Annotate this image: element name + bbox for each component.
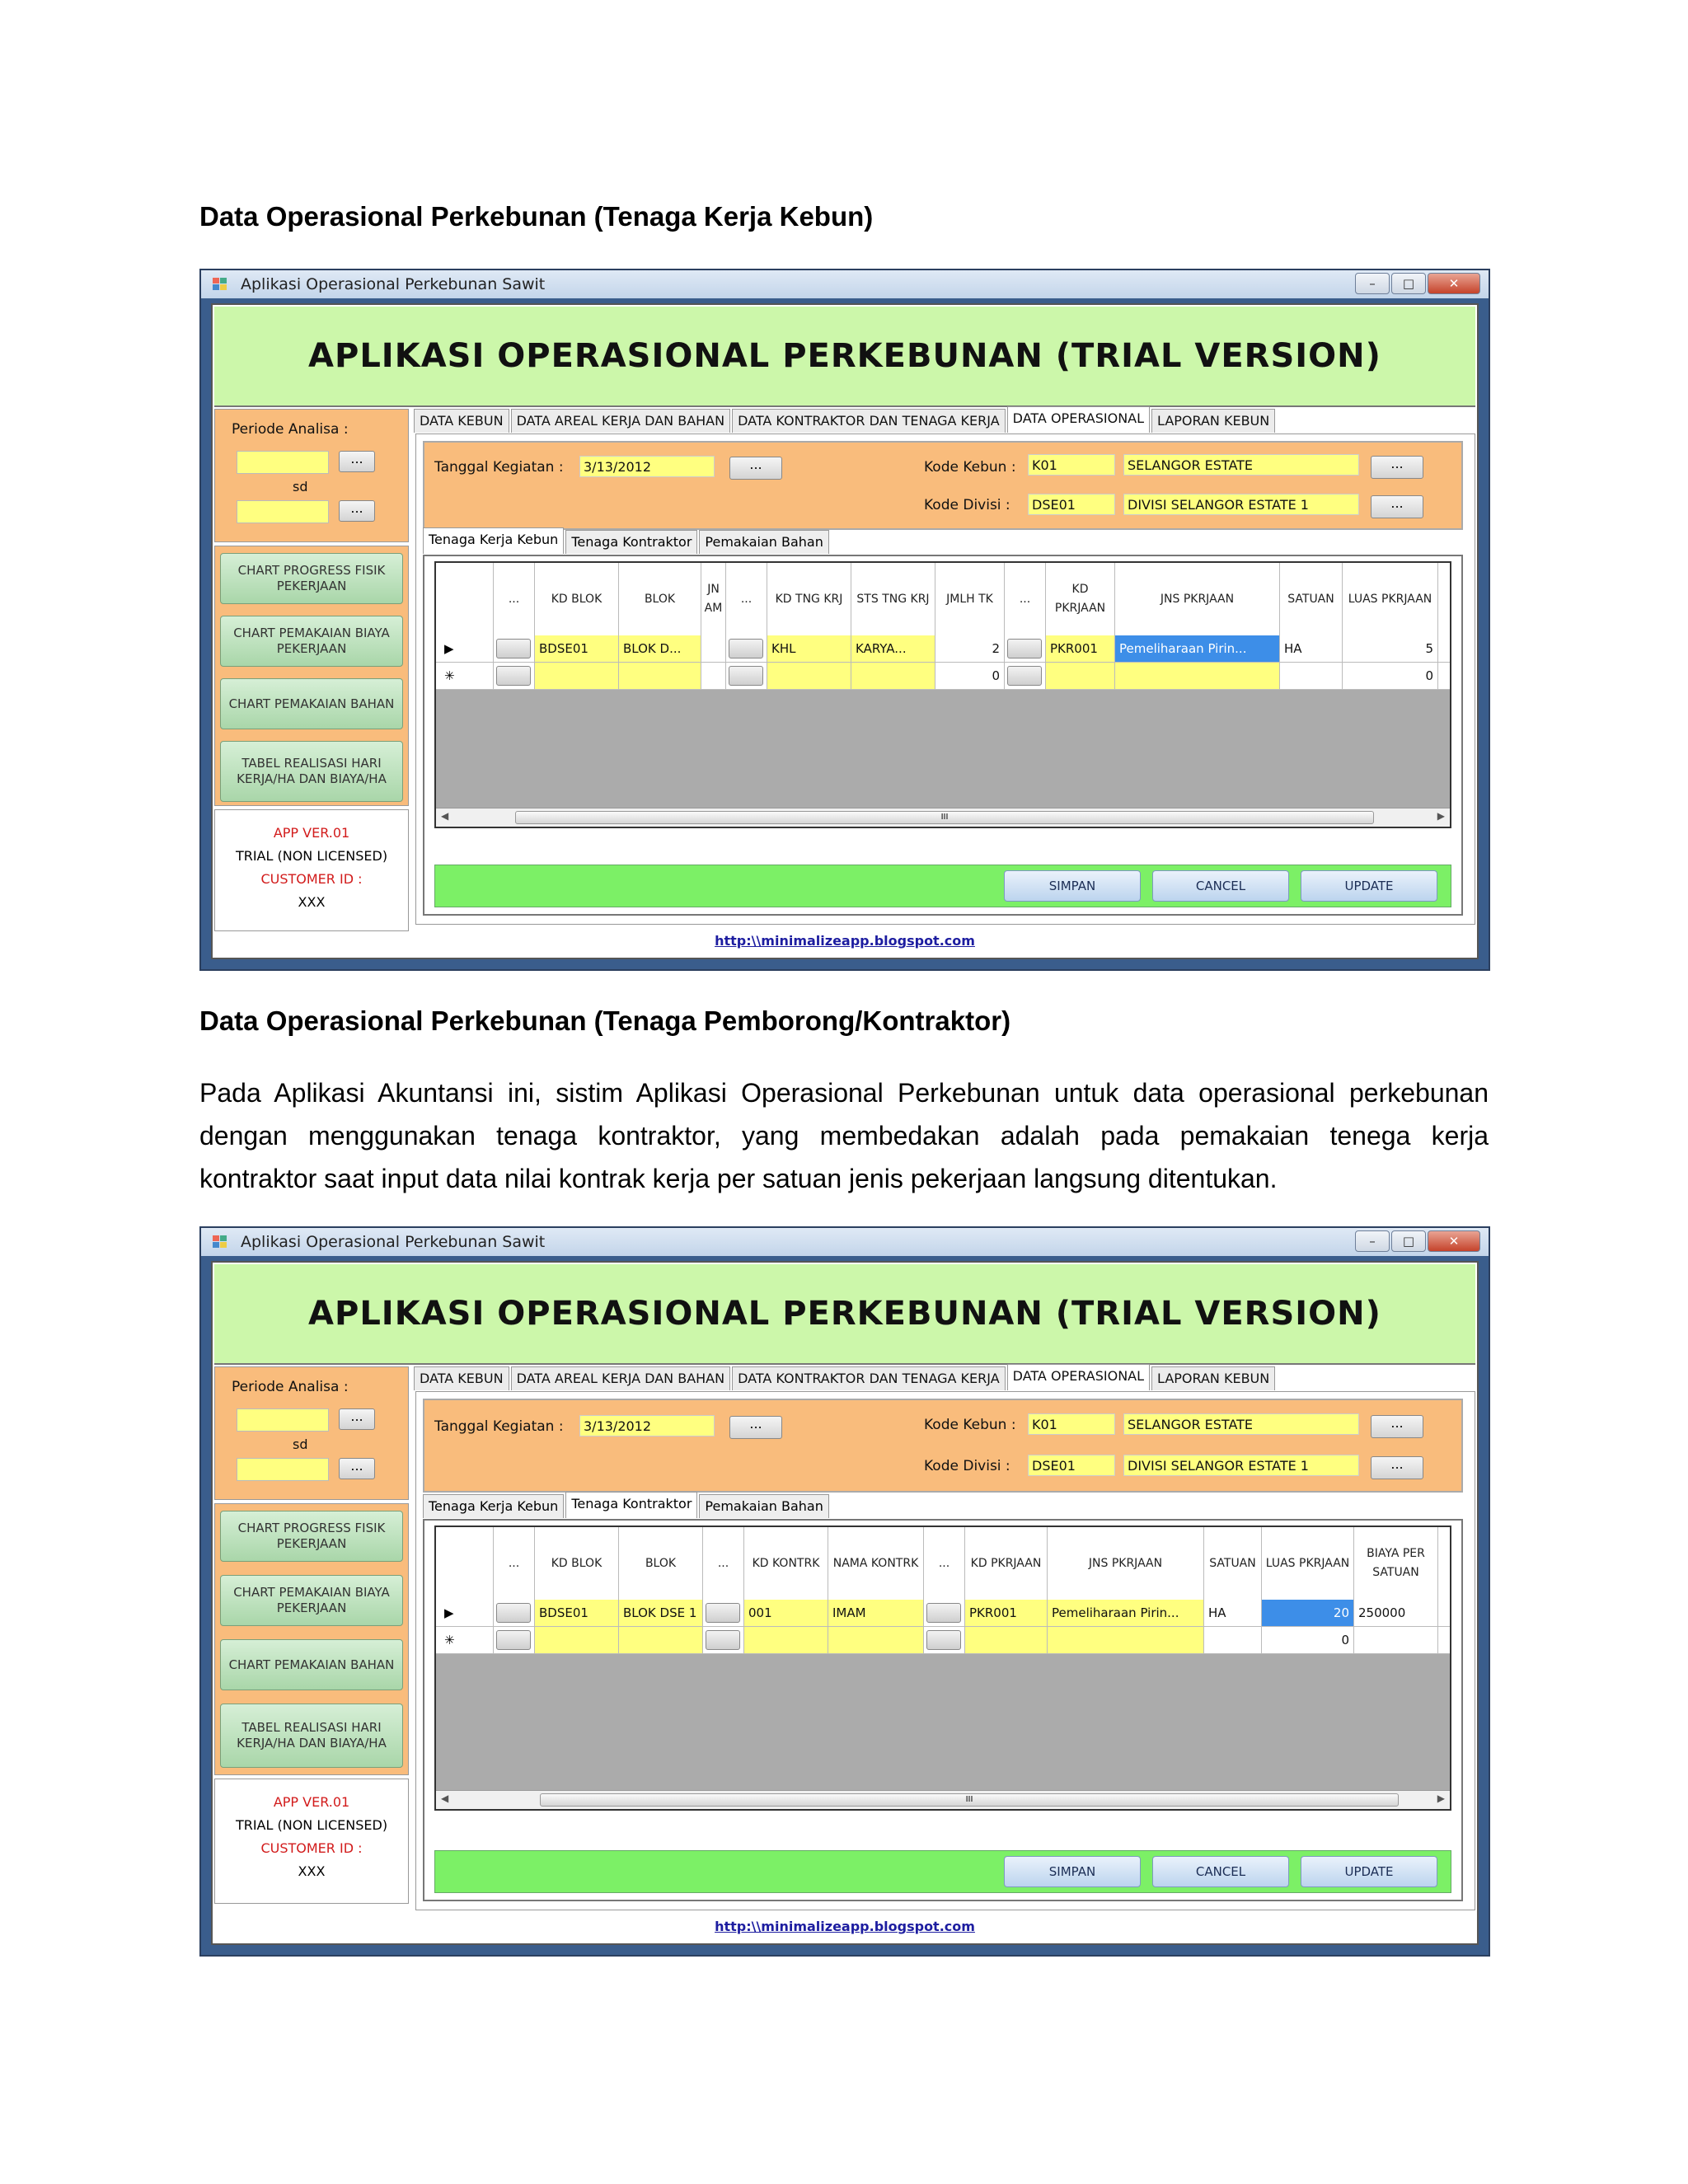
- chart-biaya-button[interactable]: CHART PEMAKAIAN BIAYA PEKERJAAN: [220, 1575, 403, 1626]
- cell-blok[interactable]: BLOK D...: [619, 635, 701, 662]
- periode-label: Periode Analisa :: [232, 1379, 349, 1395]
- row-lookup-button[interactable]: [496, 1603, 531, 1623]
- col-lookup-pkr: ...: [924, 1527, 965, 1600]
- cell-satuan[interactable]: HA: [1280, 635, 1343, 662]
- sub-tabs: [423, 1494, 831, 1519]
- license-status: TRIAL (NON LICENSED): [235, 848, 388, 864]
- cell-blok[interactable]: BLOK DSE 1: [619, 1600, 703, 1626]
- lookup-cell: [494, 635, 535, 662]
- cell-luas-pkrjaan[interactable]: 0: [1262, 1627, 1354, 1653]
- tab-data-areal[interactable]: DATA AREAL KERJA DAN BAHAN: [511, 1366, 731, 1390]
- cell-satuan[interactable]: [1280, 663, 1343, 689]
- subtab-pemakaian-bahan[interactable]: Pemakaian Bahan: [699, 1494, 828, 1518]
- kode-kebun-label: Kode Kebun :: [924, 1417, 1016, 1433]
- maximize-icon[interactable]: □: [1391, 1230, 1426, 1252]
- col-jn-am: JN AM: [701, 563, 726, 635]
- cell-kd-pkrjaan[interactable]: [1046, 663, 1115, 689]
- horizontal-scrollbar[interactable]: [436, 1790, 1450, 1809]
- operasional-panel: [415, 434, 1475, 925]
- chart-bahan-button[interactable]: CHART PEMAKAIAN BAHAN: [220, 1639, 403, 1690]
- divisi-lookup-button[interactable]: ...: [1371, 1456, 1423, 1479]
- horizontal-scrollbar[interactable]: [436, 808, 1450, 827]
- license-status: TRIAL (NON LICENSED): [235, 1817, 388, 1833]
- title-bar: [201, 270, 1489, 298]
- col-lookup-blok: ...: [494, 563, 535, 635]
- col-lookup-kontrk: ...: [703, 1527, 744, 1600]
- license-panel: [214, 1779, 409, 1904]
- tab-data-operasional[interactable]: DATA OPERASIONAL: [1007, 1364, 1150, 1390]
- app-version: APP VER.01: [273, 825, 350, 841]
- app-icon: [213, 278, 227, 291]
- left-panel: [214, 409, 409, 925]
- tab-laporan-kebun[interactable]: LAPORAN KEBUN: [1151, 409, 1275, 433]
- scroll-left-icon[interactable]: ◀: [441, 1793, 449, 1804]
- col-jmlh-tk: JMLH TK: [935, 563, 1005, 635]
- periode-panel: [214, 1366, 409, 1500]
- periode-label: Periode Analisa :: [232, 421, 349, 438]
- cell-kd-blok[interactable]: BDSE01: [535, 1600, 619, 1626]
- app-banner: [214, 307, 1475, 407]
- kode-kebun-label: Kode Kebun :: [924, 459, 1016, 476]
- row-lookup-button[interactable]: [926, 1603, 961, 1623]
- tanggal-input[interactable]: 3/13/2012: [579, 1415, 715, 1436]
- heading-tenaga-kerja-kebun: Data Operasional Perkebunan (Tenaga Kerja Kebun): [199, 201, 874, 232]
- col-luas-pkrjaan: LUAS PKRJAAN: [1343, 563, 1438, 635]
- lookup-cell: [924, 1600, 965, 1626]
- lookup-cell: [726, 663, 767, 689]
- cancel-button[interactable]: CANCEL: [1152, 1856, 1289, 1887]
- new-row-marker: ✳: [436, 663, 494, 689]
- cell-kd-pkrjaan[interactable]: PKR001: [965, 1600, 1048, 1626]
- paragraph-line: kontraktor saat input data nilai kontrak kerja per satuan jenis pekerjaan langsung ditentukan.: [199, 1164, 1278, 1193]
- kode-divisi-label: Kode Divisi :: [924, 497, 1010, 513]
- divisi-lookup-button[interactable]: ...: [1371, 495, 1423, 518]
- table-row[interactable]: [436, 635, 1450, 663]
- close-icon[interactable]: ✕: [1428, 273, 1480, 294]
- cell-kd-blok[interactable]: [535, 1627, 619, 1653]
- grid-frame: [423, 555, 1463, 916]
- lookup-cell: [494, 1627, 535, 1653]
- subtab-tenaga-kontraktor[interactable]: Tenaga Kontraktor: [565, 530, 697, 554]
- close-icon[interactable]: ✕: [1428, 1230, 1480, 1252]
- cell-kd-blok[interactable]: [535, 663, 619, 689]
- cell-jns-pkrjaan[interactable]: [1048, 1627, 1204, 1653]
- nama-divisi-field: DIVISI SELANGOR ESTATE 1: [1123, 1455, 1359, 1476]
- kode-divisi-label: Kode Divisi :: [924, 1458, 1010, 1474]
- col-blok: BLOK: [619, 1527, 703, 1600]
- sd-label: sd: [293, 1436, 308, 1452]
- nama-kebun-field: SELANGOR ESTATE: [1123, 454, 1359, 476]
- cell-biaya-per-satuan[interactable]: 250000: [1354, 1600, 1438, 1626]
- lookup-cell: [1005, 663, 1046, 689]
- cell-kd-blok[interactable]: BDSE01: [535, 635, 619, 662]
- cell-sts-tng-krj[interactable]: [851, 663, 935, 689]
- cell-jmlh-tk[interactable]: 0: [935, 663, 1005, 689]
- tabel-realisasi-button[interactable]: TABEL REALISASI HARI KERJA/HA DAN BIAYA/HA: [220, 1704, 403, 1768]
- cell-kd-kontrk[interactable]: [744, 1627, 828, 1653]
- cell-nama-kontrk[interactable]: [828, 1627, 924, 1653]
- banner-title: APLIKASI OPERASIONAL PERKEBUNAN (TRIAL VERSION): [308, 1295, 1381, 1333]
- col-sts-tng-krj: STS TNG KRJ: [851, 563, 935, 635]
- main-tabs: [414, 1366, 1277, 1391]
- new-row-marker: ✳: [436, 1627, 494, 1653]
- cell-jns-pkrjaan[interactable]: Pemeliharaan Pirin...: [1115, 635, 1280, 662]
- row-lookup-button[interactable]: [926, 1630, 961, 1650]
- nama-kebun-field: SELANGOR ESTATE: [1123, 1413, 1359, 1435]
- chart-biaya-button[interactable]: CHART PEMAKAIAN BIAYA PEKERJAAN: [220, 616, 403, 667]
- update-button[interactable]: UPDATE: [1301, 1856, 1437, 1887]
- scroll-right-icon[interactable]: ▶: [1437, 1793, 1445, 1804]
- minimize-icon[interactable]: –: [1355, 1230, 1390, 1252]
- cell-jn-am[interactable]: [701, 635, 726, 662]
- cell-nama-kontrk[interactable]: IMAM: [828, 1600, 924, 1626]
- col-kd-pkrjaan: KD PKRJAAN: [1046, 563, 1115, 635]
- cancel-button[interactable]: CANCEL: [1152, 870, 1289, 902]
- row-lookup-button[interactable]: [1007, 639, 1042, 658]
- col-satuan: SATUAN: [1204, 1527, 1262, 1600]
- col-luas-pkrjaan: LUAS PKRJAAN: [1262, 1527, 1354, 1600]
- tab-data-kebun[interactable]: DATA KEBUN: [414, 409, 509, 433]
- tab-data-kontraktor[interactable]: DATA KONTRAKTOR DAN TENAGA KERJA: [732, 1366, 1006, 1390]
- scroll-left-icon[interactable]: ◀: [441, 810, 449, 822]
- tanggal-input[interactable]: 3/13/2012: [579, 456, 715, 477]
- title-bar: [201, 1228, 1489, 1256]
- action-bar: [434, 1850, 1451, 1893]
- action-bar: [434, 865, 1451, 907]
- cell-sts-tng-krj[interactable]: KARYA...: [851, 635, 935, 662]
- lookup-cell: [1005, 635, 1046, 662]
- kode-kebun-input[interactable]: K01: [1028, 454, 1115, 476]
- tab-laporan-kebun[interactable]: LAPORAN KEBUN: [1151, 1366, 1275, 1390]
- maximize-icon[interactable]: □: [1391, 273, 1426, 294]
- cell-kd-kontrk[interactable]: 001: [744, 1600, 828, 1626]
- cell-kd-tng-krj[interactable]: KHL: [767, 635, 851, 662]
- customer-id-label: CUSTOMER ID :: [260, 871, 363, 887]
- customer-id-label: CUSTOMER ID :: [260, 1840, 363, 1856]
- license-panel: [214, 809, 409, 931]
- lookup-cell: [703, 1627, 744, 1653]
- app-banner: [214, 1264, 1475, 1365]
- col-lookup-blok: ...: [494, 1527, 535, 1600]
- col-jns-pkrjaan: JNS PKRJAAN: [1048, 1527, 1204, 1600]
- window-title: Aplikasi Operasional Perkebunan Sawit: [241, 1233, 546, 1251]
- banner-title: APLIKASI OPERASIONAL PERKEBUNAN (TRIAL VERSION): [308, 337, 1381, 375]
- heading-tenaga-kontraktor: Data Operasional Perkebunan (Tenaga Pemborong/Kontraktor): [199, 1005, 1011, 1036]
- row-lookup-button[interactable]: [496, 666, 531, 686]
- footer-link[interactable]: http:\\minimalizeapp.blogspot.com: [715, 1919, 975, 1934]
- app-window-1: [199, 269, 1490, 971]
- row-lookup-button[interactable]: [1007, 666, 1042, 686]
- lookup-cell: [726, 635, 767, 662]
- cell-satuan[interactable]: [1204, 1627, 1262, 1653]
- chart-bahan-button[interactable]: CHART PEMAKAIAN BAHAN: [220, 678, 403, 729]
- tab-data-areal[interactable]: DATA AREAL KERJA DAN BAHAN: [511, 409, 731, 433]
- cell-blok[interactable]: [619, 663, 701, 689]
- paragraph-line: Pada Aplikasi Akuntansi ini, sistim Aplikasi Operasional Perkebunan untuk data operasional perkebunan: [199, 1078, 1489, 1108]
- col-kd-tng-krj: KD TNG KRJ: [767, 563, 851, 635]
- sd-label: sd: [293, 479, 308, 494]
- current-row-marker: ▶: [436, 1600, 494, 1626]
- simpan-button[interactable]: SIMPAN: [1004, 870, 1141, 902]
- data-grid-tenaga-kerja: [434, 561, 1451, 828]
- scroll-thumb[interactable]: III: [540, 1793, 1399, 1807]
- row-lookup-button[interactable]: [729, 639, 763, 658]
- row-lookup-button[interactable]: [706, 1630, 740, 1650]
- cell-biaya-per-satuan[interactable]: [1354, 1627, 1438, 1653]
- grid-frame: [423, 1519, 1463, 1901]
- col-lookup-tng: ...: [726, 563, 767, 635]
- lookup-cell: [494, 663, 535, 689]
- minimize-icon[interactable]: –: [1355, 273, 1390, 294]
- periode-start-picker-button[interactable]: ...: [339, 1408, 375, 1430]
- tanggal-picker-button[interactable]: ...: [729, 1416, 782, 1439]
- grid-header: [436, 563, 1450, 636]
- lookup-cell: [924, 1627, 965, 1653]
- data-grid-kontraktor: [434, 1526, 1451, 1811]
- app-window-2: [199, 1226, 1490, 1957]
- new-row[interactable]: [436, 663, 1450, 690]
- subtab-tenaga-kontraktor[interactable]: Tenaga Kontraktor: [565, 1492, 697, 1518]
- col-lookup-pkr: ...: [1005, 563, 1046, 635]
- table-row[interactable]: [436, 1600, 1450, 1627]
- cell-luas-pkrjaan[interactable]: 20: [1262, 1600, 1354, 1626]
- periode-end-picker-button[interactable]: ...: [339, 500, 375, 522]
- periode-end-input[interactable]: [237, 1458, 329, 1481]
- left-panel: [214, 1366, 409, 1910]
- header-form: [423, 441, 1463, 530]
- cell-kd-pkrjaan[interactable]: PKR001: [1046, 635, 1115, 662]
- col-satuan: SATUAN: [1280, 563, 1343, 635]
- menu-panel: [214, 546, 409, 806]
- kode-divisi-input[interactable]: DSE01: [1028, 1455, 1115, 1476]
- main-tabs: [414, 409, 1277, 434]
- row-header-col: [436, 563, 494, 635]
- client-area: [211, 303, 1479, 959]
- kode-kebun-input[interactable]: K01: [1028, 1413, 1115, 1435]
- kebun-lookup-button[interactable]: ...: [1371, 456, 1423, 479]
- client-area: [211, 1261, 1479, 1945]
- cell-jn-am[interactable]: [701, 663, 726, 689]
- kode-divisi-input[interactable]: DSE01: [1028, 494, 1115, 515]
- row-lookup-button[interactable]: [496, 639, 531, 658]
- sub-tabs: [423, 530, 831, 555]
- cell-blok[interactable]: [619, 1627, 703, 1653]
- cell-kd-pkrjaan[interactable]: [965, 1627, 1048, 1653]
- description-paragraph: [199, 1071, 1489, 1200]
- col-kd-kontrk: KD KONTRK: [744, 1527, 828, 1600]
- app-icon: [213, 1235, 227, 1249]
- current-row-marker: ▶: [436, 635, 494, 662]
- tab-data-kontraktor[interactable]: DATA KONTRAKTOR DAN TENAGA KERJA: [732, 409, 1006, 433]
- col-kd-pkrjaan: KD PKRJAAN: [965, 1527, 1048, 1600]
- simpan-button[interactable]: SIMPAN: [1004, 1856, 1141, 1887]
- lookup-cell: [703, 1600, 744, 1626]
- window-title: Aplikasi Operasional Perkebunan Sawit: [241, 275, 546, 293]
- row-lookup-button[interactable]: [729, 666, 763, 686]
- paragraph-line: dengan menggunakan tenaga kontraktor, yang membedakan adalah pada pemakaian tenega kerja: [199, 1121, 1489, 1151]
- menu-panel: [214, 1503, 409, 1775]
- col-nama-kontrk: NAMA KONTRK: [828, 1527, 924, 1600]
- col-blok: BLOK: [619, 563, 701, 635]
- update-button[interactable]: UPDATE: [1301, 870, 1437, 902]
- scroll-thumb[interactable]: III: [515, 811, 1374, 824]
- footer: [214, 926, 1475, 956]
- grid-header: [436, 1527, 1450, 1601]
- subtab-tenaga-kerja-kebun[interactable]: Tenaga Kerja Kebun: [423, 1494, 564, 1518]
- subtab-pemakaian-bahan[interactable]: Pemakaian Bahan: [699, 530, 828, 554]
- cell-jns-pkrjaan[interactable]: Pemeliharaan Pirin...: [1048, 1600, 1204, 1626]
- row-lookup-button[interactable]: [706, 1603, 740, 1623]
- cell-satuan[interactable]: HA: [1204, 1600, 1262, 1626]
- footer: [214, 1912, 1475, 1942]
- tanggal-label: Tanggal Kegiatan :: [434, 459, 564, 476]
- cell-jns-pkrjaan[interactable]: [1115, 663, 1280, 689]
- cell-luas-pkrjaan[interactable]: 0: [1343, 663, 1438, 689]
- app-version: APP VER.01: [273, 1794, 350, 1810]
- periode-end-input[interactable]: [237, 500, 329, 523]
- footer-link[interactable]: http:\\minimalizeapp.blogspot.com: [715, 933, 975, 949]
- periode-start-input[interactable]: [237, 1408, 329, 1432]
- nama-divisi-field: DIVISI SELANGOR ESTATE 1: [1123, 494, 1359, 515]
- periode-start-input[interactable]: [237, 451, 329, 474]
- customer-id-value: XXX: [298, 1863, 326, 1879]
- new-row[interactable]: [436, 1627, 1450, 1654]
- lookup-cell: [494, 1600, 535, 1626]
- periode-panel: [214, 409, 409, 542]
- operasional-panel: [415, 1391, 1475, 1910]
- tanggal-picker-button[interactable]: ...: [729, 457, 782, 480]
- periode-end-picker-button[interactable]: ...: [339, 1458, 375, 1479]
- col-kd-blok: KD BLOK: [535, 1527, 619, 1600]
- tabel-realisasi-button[interactable]: TABEL REALISASI HARI KERJA/HA DAN BIAYA/HA: [220, 741, 403, 802]
- scroll-right-icon[interactable]: ▶: [1437, 810, 1445, 822]
- tanggal-label: Tanggal Kegiatan :: [434, 1418, 564, 1435]
- chart-progress-button[interactable]: CHART PROGRESS FISIK PEKERJAAN: [220, 1511, 403, 1562]
- cell-jmlh-tk[interactable]: 2: [935, 635, 1005, 662]
- col-biaya-per-satuan: BIAYA PER SATUAN: [1354, 1527, 1438, 1600]
- cell-kd-tng-krj[interactable]: [767, 663, 851, 689]
- row-lookup-button[interactable]: [496, 1630, 531, 1650]
- col-kd-blok: KD BLOK: [535, 563, 619, 635]
- tab-data-kebun[interactable]: DATA KEBUN: [414, 1366, 509, 1390]
- chart-progress-button[interactable]: CHART PROGRESS FISIK PEKERJAAN: [220, 553, 403, 604]
- tab-data-operasional[interactable]: DATA OPERASIONAL: [1007, 406, 1150, 433]
- customer-id-value: XXX: [298, 894, 326, 910]
- kebun-lookup-button[interactable]: ...: [1371, 1415, 1423, 1438]
- periode-start-picker-button[interactable]: ...: [339, 451, 375, 472]
- subtab-tenaga-kerja-kebun[interactable]: Tenaga Kerja Kebun: [423, 527, 564, 554]
- row-header-col: [436, 1527, 494, 1600]
- col-jns-pkrjaan: JNS PKRJAAN: [1115, 563, 1280, 635]
- header-form: [423, 1399, 1463, 1493]
- cell-luas-pkrjaan[interactable]: 5: [1343, 635, 1438, 662]
